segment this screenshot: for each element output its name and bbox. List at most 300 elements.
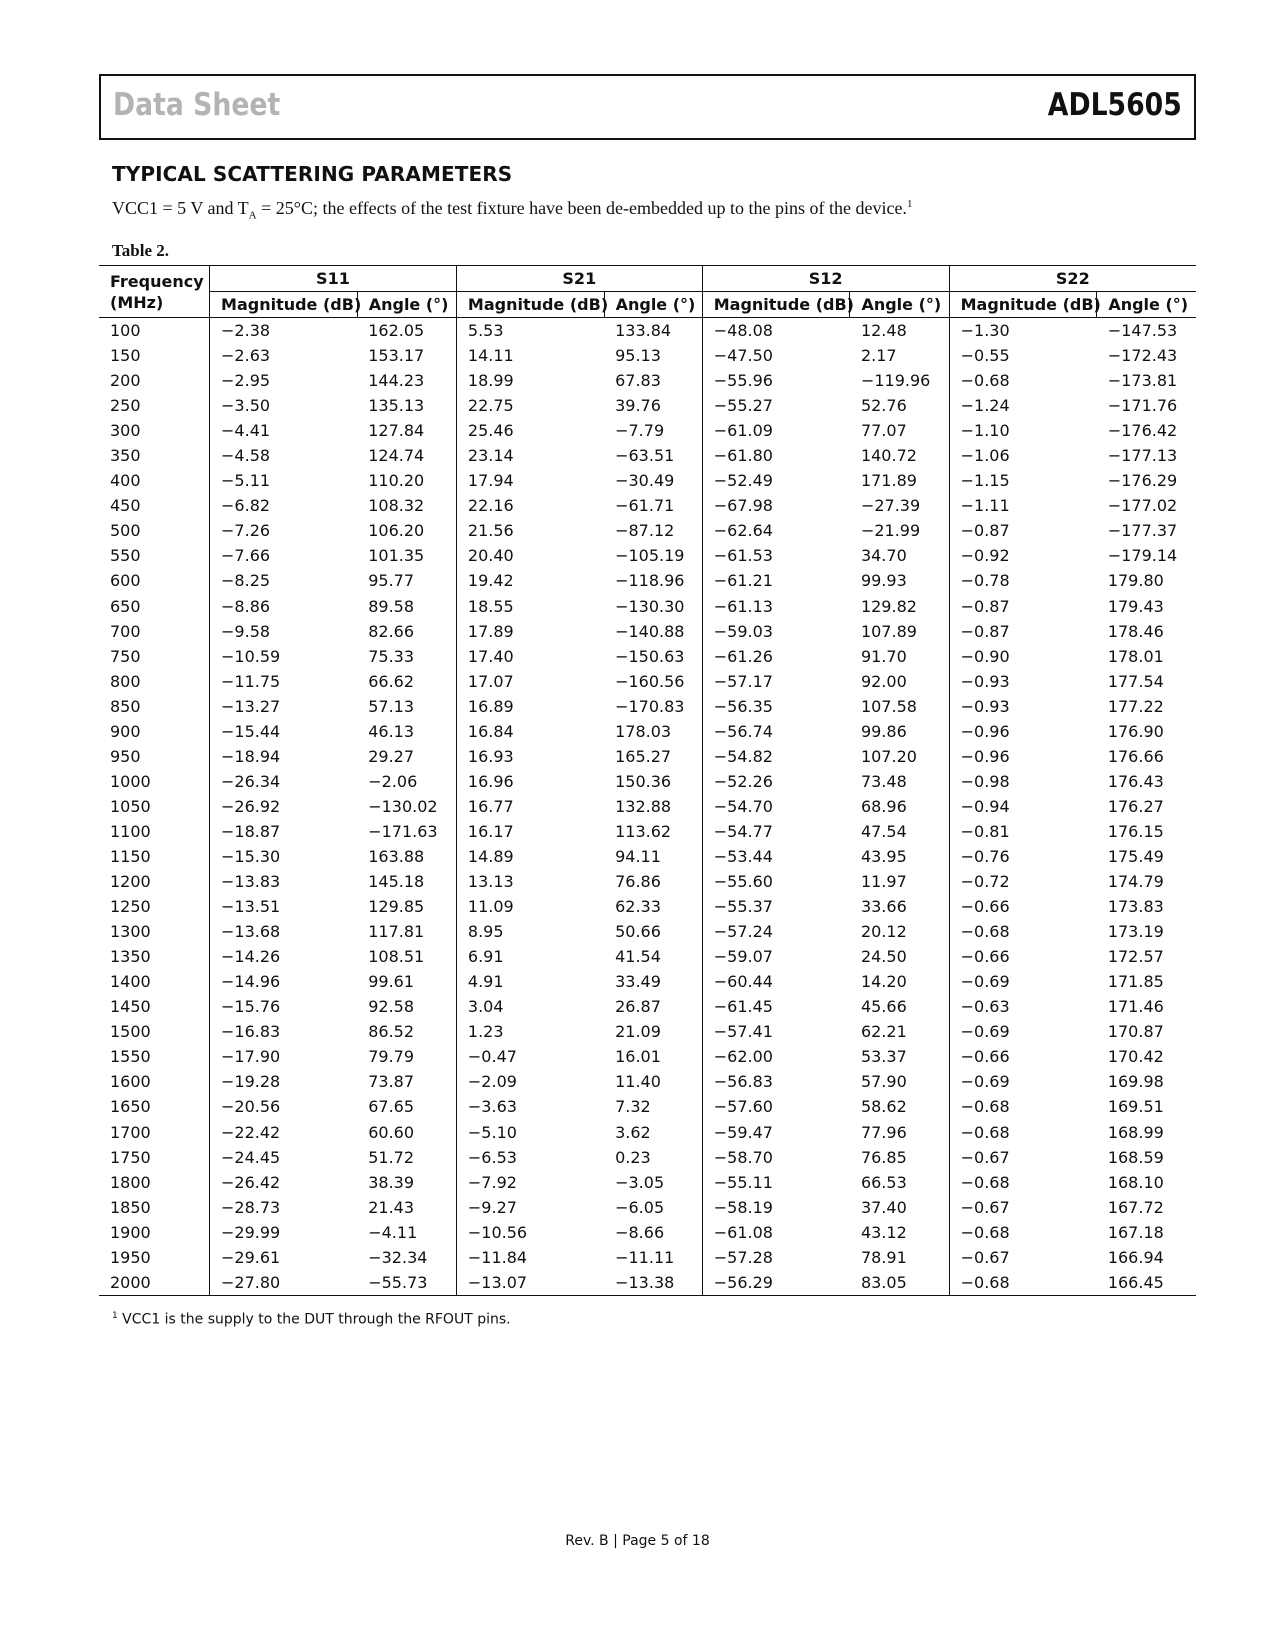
s22-magnitude-cell: −0.96 bbox=[949, 719, 1097, 744]
s22-magnitude-cell: −0.94 bbox=[949, 794, 1097, 819]
s21-angle-cell: 76.86 bbox=[615, 872, 661, 892]
table-row bbox=[99, 869, 1196, 894]
s12-angle-cell: 58.62 bbox=[860, 1097, 907, 1117]
frequency-cell: 1700 bbox=[110, 1122, 151, 1142]
s11-magnitude-cell: −17.90 bbox=[210, 1044, 358, 1069]
s21-angle-cell: 11.40 bbox=[615, 1072, 661, 1092]
s11-angle-cell: 117.81 bbox=[368, 922, 425, 942]
table-row bbox=[99, 393, 1196, 418]
s22-magnitude-cell: −0.78 bbox=[949, 568, 1097, 593]
s12-magnitude-cell: −61.21 bbox=[702, 568, 850, 593]
s22-angle-cell: 168.59 bbox=[1107, 1147, 1164, 1167]
s21-magnitude-cell: 6.91 bbox=[456, 944, 604, 969]
s21-magnitude-cell: −3.63 bbox=[456, 1094, 604, 1119]
s12-magnitude-cell: −56.83 bbox=[702, 1069, 850, 1094]
s21-angle-cell: 94.11 bbox=[615, 847, 661, 866]
s12-angle-cell: 45.66 bbox=[860, 997, 907, 1017]
s22-magnitude-cell: −0.93 bbox=[949, 669, 1097, 694]
s12-angle-cell: 14.20 bbox=[860, 972, 907, 992]
s12-magnitude-cell: −47.50 bbox=[702, 343, 850, 368]
s12-magnitude-cell: −56.29 bbox=[702, 1270, 850, 1296]
s12-angle-cell: 34.70 bbox=[860, 546, 907, 566]
s12-magnitude-cell: −48.08 bbox=[702, 318, 850, 344]
s11-angle-cell: 108.32 bbox=[368, 496, 425, 516]
s11-angle-cell: −130.02 bbox=[368, 796, 438, 816]
s11-magnitude-cell: −7.26 bbox=[210, 518, 358, 543]
s12-angle-cell: 91.70 bbox=[860, 646, 907, 666]
s12-magnitude-cell: −61.53 bbox=[702, 543, 850, 568]
s12-magnitude-cell: −56.35 bbox=[702, 694, 850, 719]
s11-magnitude-cell: −27.80 bbox=[210, 1270, 358, 1296]
s12-magnitude-cell: −61.13 bbox=[702, 594, 850, 619]
s21-angle-cell: −30.49 bbox=[615, 471, 675, 491]
s21-magnitude-cell: 14.11 bbox=[456, 343, 604, 368]
s21-magnitude-cell: −7.92 bbox=[456, 1170, 604, 1195]
s12-magnitude-cell: −58.70 bbox=[702, 1145, 850, 1170]
s22-magnitude-cell: −0.87 bbox=[949, 518, 1097, 543]
s21-angle-cell: 50.66 bbox=[615, 922, 661, 942]
s12-angle-header: Angle (°) bbox=[850, 292, 949, 318]
s21-angle-cell: 3.62 bbox=[615, 1122, 651, 1142]
s12-angle-cell: 2.17 bbox=[860, 346, 897, 366]
s22-magnitude-cell: −0.69 bbox=[949, 1019, 1097, 1044]
s11-magnitude-cell: −4.58 bbox=[210, 443, 358, 468]
frequency-cell: 1200 bbox=[110, 872, 151, 892]
s21-magnitude-cell: 16.93 bbox=[456, 744, 604, 769]
table-caption: Table 2. bbox=[112, 241, 170, 260]
s21-magnitude-cell: 17.07 bbox=[456, 669, 604, 694]
s11-magnitude-cell: −18.87 bbox=[210, 819, 358, 844]
s11-magnitude-cell: −26.34 bbox=[210, 769, 358, 794]
s11-angle-cell: 99.61 bbox=[368, 972, 415, 992]
s11-magnitude-cell: −13.51 bbox=[210, 894, 358, 919]
s12-magnitude-cell: −61.80 bbox=[702, 443, 850, 468]
s22-magnitude-cell: −0.87 bbox=[949, 619, 1097, 644]
intro-subscript: A bbox=[248, 209, 257, 222]
s21-angle-cell: 16.01 bbox=[615, 1047, 661, 1067]
s21-magnitude-cell: 16.77 bbox=[456, 794, 604, 819]
frequency-cell: 650 bbox=[110, 596, 141, 616]
s12-angle-cell: 11.97 bbox=[860, 872, 907, 892]
s11-magnitude-cell: −15.76 bbox=[210, 994, 358, 1019]
s21-angle-cell: 150.36 bbox=[615, 771, 672, 791]
table-row bbox=[99, 1245, 1196, 1270]
s21-magnitude-cell: −2.09 bbox=[456, 1069, 604, 1094]
s22-magnitude-cell: −0.92 bbox=[949, 543, 1097, 568]
s11-angle-cell: 46.13 bbox=[368, 721, 415, 741]
frequency-cell: 2000 bbox=[99, 1270, 210, 1296]
frequency-cell: 1950 bbox=[110, 1247, 151, 1267]
s11-magnitude-cell: −26.92 bbox=[210, 794, 358, 819]
s22-magnitude-cell: −0.69 bbox=[949, 969, 1097, 994]
s22-angle-cell: 171.46 bbox=[1107, 997, 1164, 1017]
s11-magnitude-cell: −14.26 bbox=[210, 944, 358, 969]
s21-angle-cell: −87.12 bbox=[615, 521, 675, 541]
s12-magnitude-header: Magnitude (dB) bbox=[702, 292, 850, 318]
frequency-cell: 1850 bbox=[110, 1197, 151, 1217]
s22-magnitude-cell: −0.76 bbox=[949, 844, 1097, 869]
s21-angle-cell: −6.05 bbox=[615, 1197, 665, 1217]
s12-angle-cell: 129.82 bbox=[860, 596, 917, 616]
table-row bbox=[99, 969, 1196, 994]
s11-magnitude-cell: −13.68 bbox=[210, 919, 358, 944]
s22-angle-cell: 177.22 bbox=[1107, 696, 1164, 716]
s21-magnitude-cell: 25.46 bbox=[456, 418, 604, 443]
s11-magnitude-cell: −2.63 bbox=[210, 343, 358, 368]
s12-magnitude-cell: −57.24 bbox=[702, 919, 850, 944]
group-header-s11: S11 bbox=[210, 266, 457, 292]
s11-angle-cell: 92.58 bbox=[368, 997, 415, 1017]
s11-magnitude-cell: −5.11 bbox=[210, 468, 358, 493]
s12-angle-cell: 76.85 bbox=[860, 1147, 907, 1167]
s21-angle-cell: −11.11 bbox=[615, 1247, 675, 1267]
s12-magnitude-cell: −54.70 bbox=[702, 794, 850, 819]
s11-angle-cell: 108.51 bbox=[368, 947, 425, 967]
s12-magnitude-cell: −55.60 bbox=[702, 869, 850, 894]
frequency-cell: 750 bbox=[110, 646, 141, 666]
s12-angle-cell: 171.89 bbox=[860, 471, 917, 491]
s21-magnitude-cell: −5.10 bbox=[456, 1120, 604, 1145]
table-row bbox=[99, 1120, 1196, 1145]
s22-angle-cell: 176.66 bbox=[1107, 746, 1164, 766]
s21-angle-cell: 95.13 bbox=[615, 346, 661, 366]
frequency-cell: 600 bbox=[110, 571, 141, 591]
s11-magnitude-cell: −13.83 bbox=[210, 869, 358, 894]
s11-magnitude-header: Magnitude (dB) bbox=[210, 292, 358, 318]
s21-angle-cell: −13.38 bbox=[604, 1270, 702, 1296]
s11-magnitude-cell: −15.44 bbox=[210, 719, 358, 744]
s11-magnitude-cell: −8.86 bbox=[210, 594, 358, 619]
s21-magnitude-cell: 18.55 bbox=[456, 594, 604, 619]
s22-angle-cell: 166.45 bbox=[1097, 1270, 1196, 1296]
table-row bbox=[99, 1220, 1196, 1245]
s22-magnitude-cell: −0.68 bbox=[949, 919, 1097, 944]
frequency-cell: 500 bbox=[110, 521, 141, 541]
s21-angle-cell: −118.96 bbox=[615, 571, 685, 591]
footnote-text: VCC1 is the supply to the DUT through the RFOUT pins. bbox=[117, 1311, 511, 1328]
s11-angle-cell: 144.23 bbox=[368, 371, 425, 391]
s22-magnitude-cell: −1.06 bbox=[949, 443, 1097, 468]
s11-angle-cell: 106.20 bbox=[368, 521, 425, 541]
s22-angle-cell: 177.54 bbox=[1107, 671, 1164, 691]
frequency-cell: 1300 bbox=[110, 922, 151, 942]
frequency-cell: 850 bbox=[110, 696, 141, 716]
s22-angle-cell: 175.49 bbox=[1107, 847, 1164, 866]
s11-magnitude-cell: −9.58 bbox=[210, 619, 358, 644]
s22-magnitude-cell: −1.30 bbox=[949, 318, 1097, 344]
table-row bbox=[99, 769, 1196, 794]
s11-magnitude-cell: −29.99 bbox=[210, 1220, 358, 1245]
table-row bbox=[99, 1094, 1196, 1119]
frequency-cell: 800 bbox=[110, 671, 141, 691]
s12-angle-cell: 99.93 bbox=[860, 571, 907, 591]
frequency-cell: 1250 bbox=[110, 897, 151, 917]
table-row bbox=[99, 318, 1196, 344]
frequency-cell: 200 bbox=[110, 371, 141, 391]
s22-angle-cell: 178.01 bbox=[1107, 646, 1164, 666]
s21-magnitude-cell: −11.84 bbox=[456, 1245, 604, 1270]
s12-magnitude-cell: −57.41 bbox=[702, 1019, 850, 1044]
table-row bbox=[99, 443, 1196, 468]
s11-magnitude-cell: −19.28 bbox=[210, 1069, 358, 1094]
s12-angle-cell: 99.86 bbox=[860, 721, 907, 741]
s-parameter-table bbox=[99, 265, 1196, 1296]
s12-angle-cell: 68.96 bbox=[860, 796, 907, 816]
s12-magnitude-cell: −56.74 bbox=[702, 719, 850, 744]
s22-angle-cell: 170.42 bbox=[1107, 1047, 1164, 1067]
s22-magnitude-cell: −0.66 bbox=[949, 944, 1097, 969]
footnote bbox=[112, 1311, 511, 1328]
s21-angle-cell: −150.63 bbox=[615, 646, 685, 666]
table-row bbox=[99, 1069, 1196, 1094]
s12-magnitude-cell: −57.17 bbox=[702, 669, 850, 694]
s11-angle-cell: 66.62 bbox=[368, 671, 415, 691]
frequency-header-line1: Frequency bbox=[110, 272, 204, 291]
s21-magnitude-cell: 1.23 bbox=[456, 1019, 604, 1044]
s12-magnitude-cell: −61.08 bbox=[702, 1220, 850, 1245]
s11-angle-cell: 29.27 bbox=[368, 746, 415, 766]
s11-magnitude-cell: −7.66 bbox=[210, 543, 358, 568]
group-header-s12: S12 bbox=[702, 266, 949, 292]
s11-angle-cell: 60.60 bbox=[368, 1122, 415, 1142]
s22-angle-cell: 173.83 bbox=[1107, 897, 1164, 917]
s12-angle-cell: 92.00 bbox=[860, 671, 907, 691]
s11-angle-cell: 51.72 bbox=[368, 1147, 415, 1167]
s22-magnitude-cell: −0.68 bbox=[949, 368, 1097, 393]
s11-magnitude-cell: −15.30 bbox=[210, 844, 358, 869]
s11-magnitude-cell: −13.27 bbox=[210, 694, 358, 719]
s22-angle-cell: 179.80 bbox=[1107, 571, 1164, 591]
s12-magnitude-cell: −60.44 bbox=[702, 969, 850, 994]
frequency-cell: 1800 bbox=[110, 1172, 151, 1192]
s11-angle-cell: 101.35 bbox=[368, 546, 425, 566]
s11-magnitude-cell: −3.50 bbox=[210, 393, 358, 418]
s12-angle-cell: 52.76 bbox=[860, 396, 907, 416]
s12-angle-cell: 140.72 bbox=[860, 446, 917, 466]
intro-text bbox=[112, 198, 912, 222]
s21-angle-cell: −7.79 bbox=[615, 421, 665, 441]
s11-angle-cell: −171.63 bbox=[368, 821, 438, 841]
s12-angle-cell: 107.89 bbox=[860, 621, 917, 641]
frequency-cell: 550 bbox=[110, 546, 141, 566]
s22-angle-cell: 168.10 bbox=[1107, 1172, 1164, 1192]
s21-magnitude-cell: −10.56 bbox=[456, 1220, 604, 1245]
s12-angle-cell: 12.48 bbox=[860, 321, 907, 341]
s11-angle-cell: 75.33 bbox=[368, 646, 415, 666]
s12-angle-cell: 62.21 bbox=[860, 1022, 907, 1042]
table-row bbox=[99, 594, 1196, 619]
s12-angle-cell: −27.39 bbox=[860, 496, 921, 516]
s22-magnitude-cell: −0.63 bbox=[949, 994, 1097, 1019]
s11-magnitude-cell: −8.25 bbox=[210, 568, 358, 593]
s21-magnitude-cell: 14.89 bbox=[456, 844, 604, 869]
s22-angle-cell: 172.57 bbox=[1107, 947, 1164, 967]
s21-angle-cell: 132.88 bbox=[615, 796, 672, 816]
frequency-header bbox=[99, 266, 210, 318]
s22-angle-cell: −177.02 bbox=[1107, 496, 1178, 516]
s22-magnitude-cell: −0.90 bbox=[949, 644, 1097, 669]
s22-magnitude-cell: −0.66 bbox=[949, 1044, 1097, 1069]
s21-angle-cell: 21.09 bbox=[615, 1022, 661, 1042]
table-row bbox=[99, 794, 1196, 819]
table-row bbox=[99, 719, 1196, 744]
table-row bbox=[99, 644, 1196, 669]
s11-angle-cell: 79.79 bbox=[368, 1047, 415, 1067]
table-row bbox=[99, 368, 1196, 393]
table-row bbox=[99, 568, 1196, 593]
table-row bbox=[99, 919, 1196, 944]
s12-magnitude-cell: −55.27 bbox=[702, 393, 850, 418]
s22-magnitude-cell: −0.81 bbox=[949, 819, 1097, 844]
s12-magnitude-cell: −61.09 bbox=[702, 418, 850, 443]
s12-magnitude-cell: −57.60 bbox=[702, 1094, 850, 1119]
s11-magnitude-cell: −24.45 bbox=[210, 1145, 358, 1170]
s22-angle-cell: 179.43 bbox=[1107, 596, 1164, 616]
s21-angle-cell: 33.49 bbox=[615, 972, 661, 992]
s21-angle-cell: −8.66 bbox=[615, 1222, 665, 1242]
table-row bbox=[99, 1044, 1196, 1069]
s21-angle-cell: 0.23 bbox=[615, 1147, 651, 1167]
s22-magnitude-cell: −0.66 bbox=[949, 894, 1097, 919]
section-title: TYPICAL SCATTERING PARAMETERS bbox=[112, 162, 513, 186]
s11-angle-cell: 162.05 bbox=[368, 321, 425, 341]
s12-angle-cell: 107.20 bbox=[860, 746, 917, 766]
table-row bbox=[99, 744, 1196, 769]
s11-angle-cell: −4.11 bbox=[368, 1222, 418, 1242]
frequency-cell: 900 bbox=[110, 721, 141, 741]
frequency-cell: 700 bbox=[110, 621, 141, 641]
s22-magnitude-cell: −0.72 bbox=[949, 869, 1097, 894]
s12-angle-cell: 47.54 bbox=[860, 821, 907, 841]
s22-angle-cell: 167.18 bbox=[1107, 1222, 1164, 1242]
s12-angle-cell: −119.96 bbox=[860, 371, 931, 391]
s22-magnitude-cell: −0.69 bbox=[949, 1069, 1097, 1094]
s21-magnitude-cell: −9.27 bbox=[456, 1195, 604, 1220]
s11-angle-cell: 86.52 bbox=[368, 1022, 415, 1042]
s12-magnitude-cell: −54.82 bbox=[702, 744, 850, 769]
s11-magnitude-cell: −29.61 bbox=[210, 1245, 358, 1270]
s21-angle-cell: 67.83 bbox=[615, 371, 661, 391]
s12-angle-cell: 77.07 bbox=[860, 421, 907, 441]
frequency-cell: 1000 bbox=[110, 771, 151, 791]
s12-angle-cell: 43.12 bbox=[860, 1222, 907, 1242]
frequency-cell: 100 bbox=[110, 321, 141, 341]
s11-angle-cell: −2.06 bbox=[368, 771, 418, 791]
s22-angle-cell: −176.29 bbox=[1107, 471, 1178, 491]
footnote-marker: 1 bbox=[112, 1311, 118, 1321]
s21-magnitude-cell: 21.56 bbox=[456, 518, 604, 543]
table-row bbox=[99, 894, 1196, 919]
table-row bbox=[99, 994, 1196, 1019]
s12-magnitude-cell: −59.07 bbox=[702, 944, 850, 969]
s21-angle-cell: 178.03 bbox=[615, 721, 672, 741]
s12-magnitude-cell: −62.00 bbox=[702, 1044, 850, 1069]
s22-angle-cell: 176.15 bbox=[1107, 821, 1164, 841]
s11-magnitude-cell: −4.41 bbox=[210, 418, 358, 443]
s21-angle-cell: −105.19 bbox=[615, 546, 685, 566]
s21-magnitude-cell: 17.40 bbox=[456, 644, 604, 669]
s12-angle-cell: 20.12 bbox=[860, 922, 907, 942]
s11-magnitude-cell: −14.96 bbox=[210, 969, 358, 994]
s11-angle-cell: −32.34 bbox=[368, 1247, 428, 1267]
s11-magnitude-cell: −16.83 bbox=[210, 1019, 358, 1044]
s22-angle-cell: 169.98 bbox=[1107, 1072, 1164, 1092]
s22-angle-cell: −171.76 bbox=[1107, 396, 1178, 416]
s21-angle-cell: 39.76 bbox=[615, 396, 661, 416]
s11-angle-cell: 95.77 bbox=[368, 571, 415, 591]
s21-magnitude-cell: 11.09 bbox=[456, 894, 604, 919]
s22-angle-cell: 176.90 bbox=[1107, 721, 1164, 741]
s11-magnitude-cell: −6.82 bbox=[210, 493, 358, 518]
s21-magnitude-cell: 13.13 bbox=[456, 869, 604, 894]
frequency-cell: 400 bbox=[110, 471, 141, 491]
s12-magnitude-cell: −57.28 bbox=[702, 1245, 850, 1270]
s22-angle-cell: 178.46 bbox=[1107, 621, 1164, 641]
group-header-s21: S21 bbox=[456, 266, 702, 292]
s11-angle-cell: 153.17 bbox=[368, 346, 425, 366]
s21-magnitude-cell: −0.47 bbox=[456, 1044, 604, 1069]
s11-magnitude-cell: −18.94 bbox=[210, 744, 358, 769]
s12-angle-cell: 83.05 bbox=[850, 1270, 949, 1296]
s21-angle-cell: 113.62 bbox=[615, 821, 672, 841]
frequency-cell: 150 bbox=[110, 346, 141, 366]
s21-angle-cell: −61.71 bbox=[615, 496, 675, 516]
s21-magnitude-cell: 19.42 bbox=[456, 568, 604, 593]
frequency-cell: 1450 bbox=[110, 997, 151, 1017]
s22-angle-cell: 176.27 bbox=[1107, 796, 1164, 816]
s21-magnitude-cell: 3.04 bbox=[456, 994, 604, 1019]
frequency-cell: 1500 bbox=[110, 1022, 151, 1042]
s12-magnitude-cell: −53.44 bbox=[702, 844, 850, 869]
s11-angle-header: Angle (°) bbox=[357, 292, 456, 318]
s22-magnitude-cell: −1.11 bbox=[949, 493, 1097, 518]
s12-angle-cell: 53.37 bbox=[860, 1047, 907, 1067]
s12-magnitude-cell: −61.26 bbox=[702, 644, 850, 669]
page-footer: Rev. B | Page 5 of 18 bbox=[565, 1533, 710, 1549]
frequency-cell: 1550 bbox=[110, 1047, 151, 1067]
s12-magnitude-cell: −52.26 bbox=[702, 769, 850, 794]
frequency-cell: 450 bbox=[110, 496, 141, 516]
table-row bbox=[99, 1170, 1196, 1195]
s22-magnitude-cell: −0.96 bbox=[949, 744, 1097, 769]
s11-angle-cell: 82.66 bbox=[368, 621, 415, 641]
s11-angle-cell: 89.58 bbox=[368, 596, 415, 616]
table-row bbox=[99, 1019, 1196, 1044]
table-row bbox=[99, 694, 1196, 719]
table-row bbox=[99, 1195, 1196, 1220]
s22-angle-cell: 168.99 bbox=[1107, 1122, 1164, 1142]
frequency-cell: 1050 bbox=[110, 796, 151, 816]
s22-angle-cell: 176.43 bbox=[1107, 771, 1164, 791]
s11-magnitude-cell: −20.56 bbox=[210, 1094, 358, 1119]
s21-angle-cell: 7.32 bbox=[615, 1097, 651, 1117]
table-row bbox=[99, 619, 1196, 644]
s22-magnitude-cell: −0.98 bbox=[949, 769, 1097, 794]
table-row bbox=[99, 1270, 1196, 1296]
s22-magnitude-cell: −0.87 bbox=[949, 594, 1097, 619]
s22-angle-cell: 167.72 bbox=[1107, 1197, 1164, 1217]
intro-part1: VCC1 = 5 V and T bbox=[112, 198, 249, 218]
s22-angle-cell: −147.53 bbox=[1107, 321, 1178, 341]
s22-angle-cell: 174.79 bbox=[1107, 872, 1164, 892]
s11-magnitude-cell: −22.42 bbox=[210, 1120, 358, 1145]
s21-angle-cell: 26.87 bbox=[615, 997, 661, 1017]
s22-angle-cell: 171.85 bbox=[1107, 972, 1164, 992]
s21-magnitude-cell: 16.17 bbox=[456, 819, 604, 844]
s12-angle-cell: 66.53 bbox=[860, 1172, 907, 1192]
s21-angle-cell: −160.56 bbox=[615, 671, 685, 691]
frequency-cell: 1900 bbox=[110, 1222, 151, 1242]
